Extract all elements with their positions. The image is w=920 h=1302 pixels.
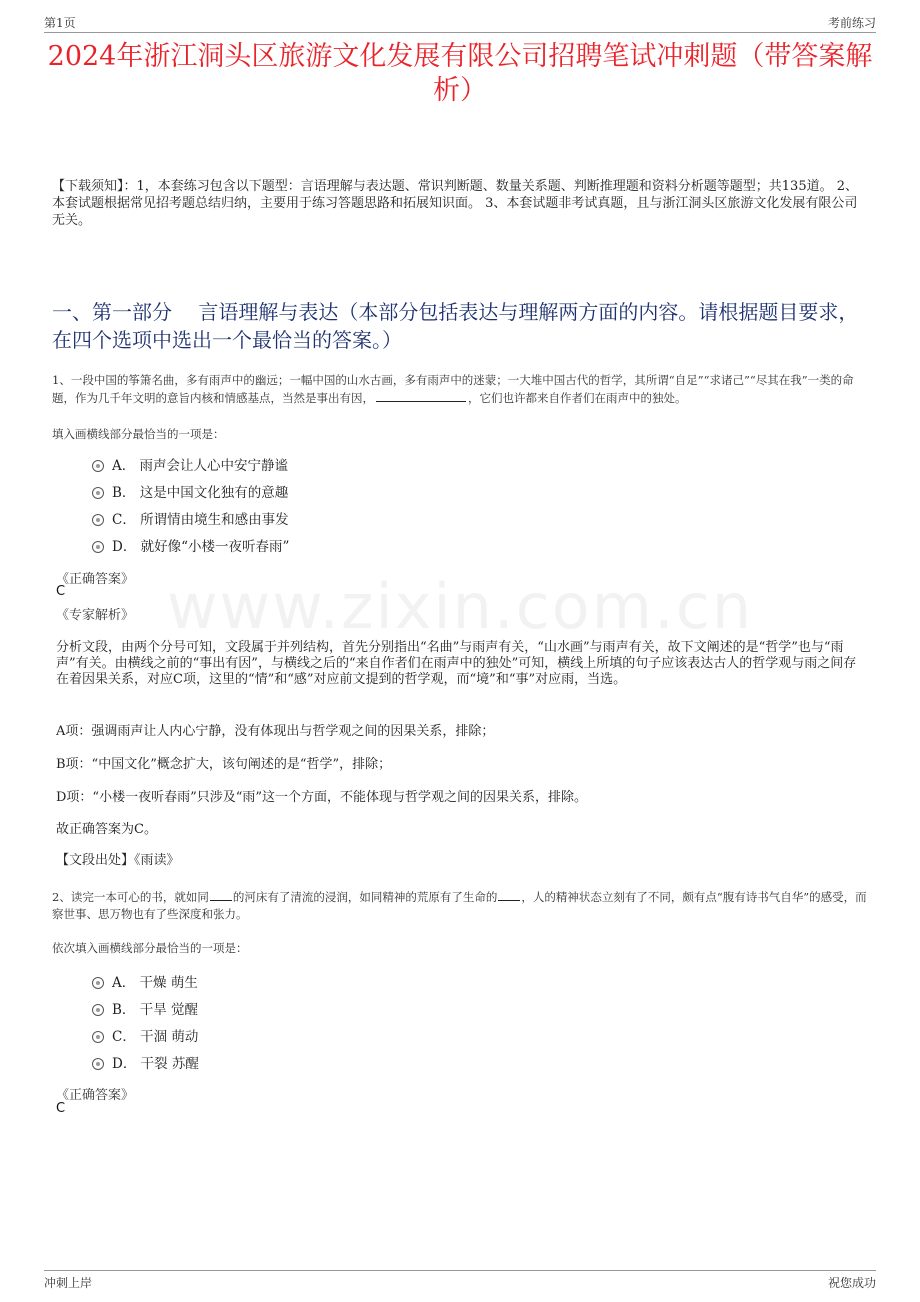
question-2-prompt: 依次填入画横线部分最恰当的一项是：: [52, 941, 248, 955]
footer-left: 冲刺上岸: [44, 1276, 93, 1290]
download-notice: 【下载须知】：1，本套练习包含以下题型：言语理解与表达题、常识判断题、数量关系题、判断推理题和资料分析题等题型；共135道。 2、本套试题根据常见招考题总结归纳，主要用于练习答题思路和拓展知识面。 3、本套试题非考试真题，且与浙江洞头区旅游文化发展有限公司无关。: [52, 179, 858, 228]
radio-icon[interactable]: [92, 1031, 104, 1043]
radio-icon[interactable]: [92, 487, 104, 499]
page-header: [44, 14, 876, 33]
q2-option-d[interactable]: D． 干裂 苏醒: [92, 1054, 199, 1074]
q1-note-d: D项：“小楼一夜听春雨”只涉及“雨”这一个方面，不能体现与哲学观之间的因果关系，排除。: [56, 790, 588, 805]
radio-icon[interactable]: [92, 1004, 104, 1016]
q1-note-b: B项：“中国文化”概念扩大，该句阐述的是“哲学”，排除；: [56, 757, 392, 772]
q1-option-c[interactable]: C． 所谓情由境生和感由事发: [92, 510, 289, 530]
document-title: 2024年浙江洞头区旅游文化发展有限公司招聘笔试冲刺题（带答案解析）: [47, 41, 873, 106]
q2-option-a[interactable]: A． 干燥 萌生: [92, 973, 198, 993]
answer-blank: [210, 888, 232, 901]
q2-answer: C: [56, 1101, 66, 1116]
q1-option-d[interactable]: D． 就好像“小楼一夜听春雨”: [92, 537, 289, 557]
page-footer: [44, 1270, 876, 1291]
header-tag: 考前练习: [827, 16, 876, 30]
q2-answer-label: 《正确答案》: [56, 1088, 135, 1103]
page-number: 第1页: [44, 16, 76, 30]
radio-icon[interactable]: [92, 514, 104, 526]
q1-conclusion: 故正确答案为C。: [56, 822, 157, 837]
radio-icon[interactable]: [92, 1058, 104, 1070]
radio-icon[interactable]: [92, 977, 104, 989]
q1-note-a: A项：强调雨声让人内心宁静，没有体现出与哲学观之间的因果关系，排除；: [56, 724, 495, 739]
footer-right: 祝您成功: [827, 1276, 876, 1290]
radio-icon[interactable]: [92, 541, 104, 553]
radio-icon[interactable]: [92, 460, 104, 472]
question-2-stem: 2、读完一本可心的书，就如同 的河床有了清流的浸润，如同精神的荒原有了生命的 ，人的精神状态立刻有了不同，颇有点“腹有诗书气自华”的感受，而察世事、思万物也有了些深度和张力。: [52, 890, 867, 921]
q1-option-b[interactable]: B． 这是中国文化独有的意趣: [92, 483, 288, 503]
q1-source: 【文段出处】《雨读》: [56, 853, 180, 868]
q2-option-c[interactable]: C． 干涸 萌动: [92, 1027, 198, 1047]
q1-answer: C: [56, 584, 66, 599]
question-1-stem: 1、一段中国的筝箫名曲，多有雨声中的幽远；一幅中国的山水古画，多有雨声中的迷蒙；一大堆中国古代的哲学，其所谓“自足”“求诸己”“尽其在我”一类的命题，作为几千年文明的意旨内核和情感基点，当然是事出有因， ，它们也许都来自作者们在雨声中的独处。: [52, 373, 854, 405]
q1-analysis: 分析文段，由两个分号可知，文段属于并列结构，首先分别指出“名曲”与雨声有关，“山水画”与雨声有关，故下文阐述的是“哲学”也与“雨声”有关。由横线之前的“事出有因”，与横线之后的“来自作者们在雨声中的独处”可知，横线上所填的句子应该表达古人的哲学观与雨之间存在着因果关系，对应C项，这里的“情”和“感”对应前文提到的哲学观，而“境”和“事”对应雨，当选。: [56, 640, 857, 687]
answer-blank: [498, 888, 520, 901]
answer-blank: [376, 389, 466, 402]
q1-option-a[interactable]: A． 雨声会让人心中安宁静谧: [92, 456, 288, 476]
watermark: www.zixin.com.cn: [166, 570, 754, 643]
q1-analysis-label: 《专家解析》: [56, 608, 135, 623]
question-1-prompt: 填入画横线部分最恰当的一项是：: [52, 427, 225, 441]
q2-option-b[interactable]: B． 干旱 觉醒: [92, 1000, 198, 1020]
section-title: 一、第一部分 言语理解与表达（本部分包括表达与理解两方面的内容。请根据题目要求，在四个选项中选出一个最恰当的答案。）: [52, 300, 859, 352]
q1-answer-label: 《正确答案》: [56, 572, 135, 587]
